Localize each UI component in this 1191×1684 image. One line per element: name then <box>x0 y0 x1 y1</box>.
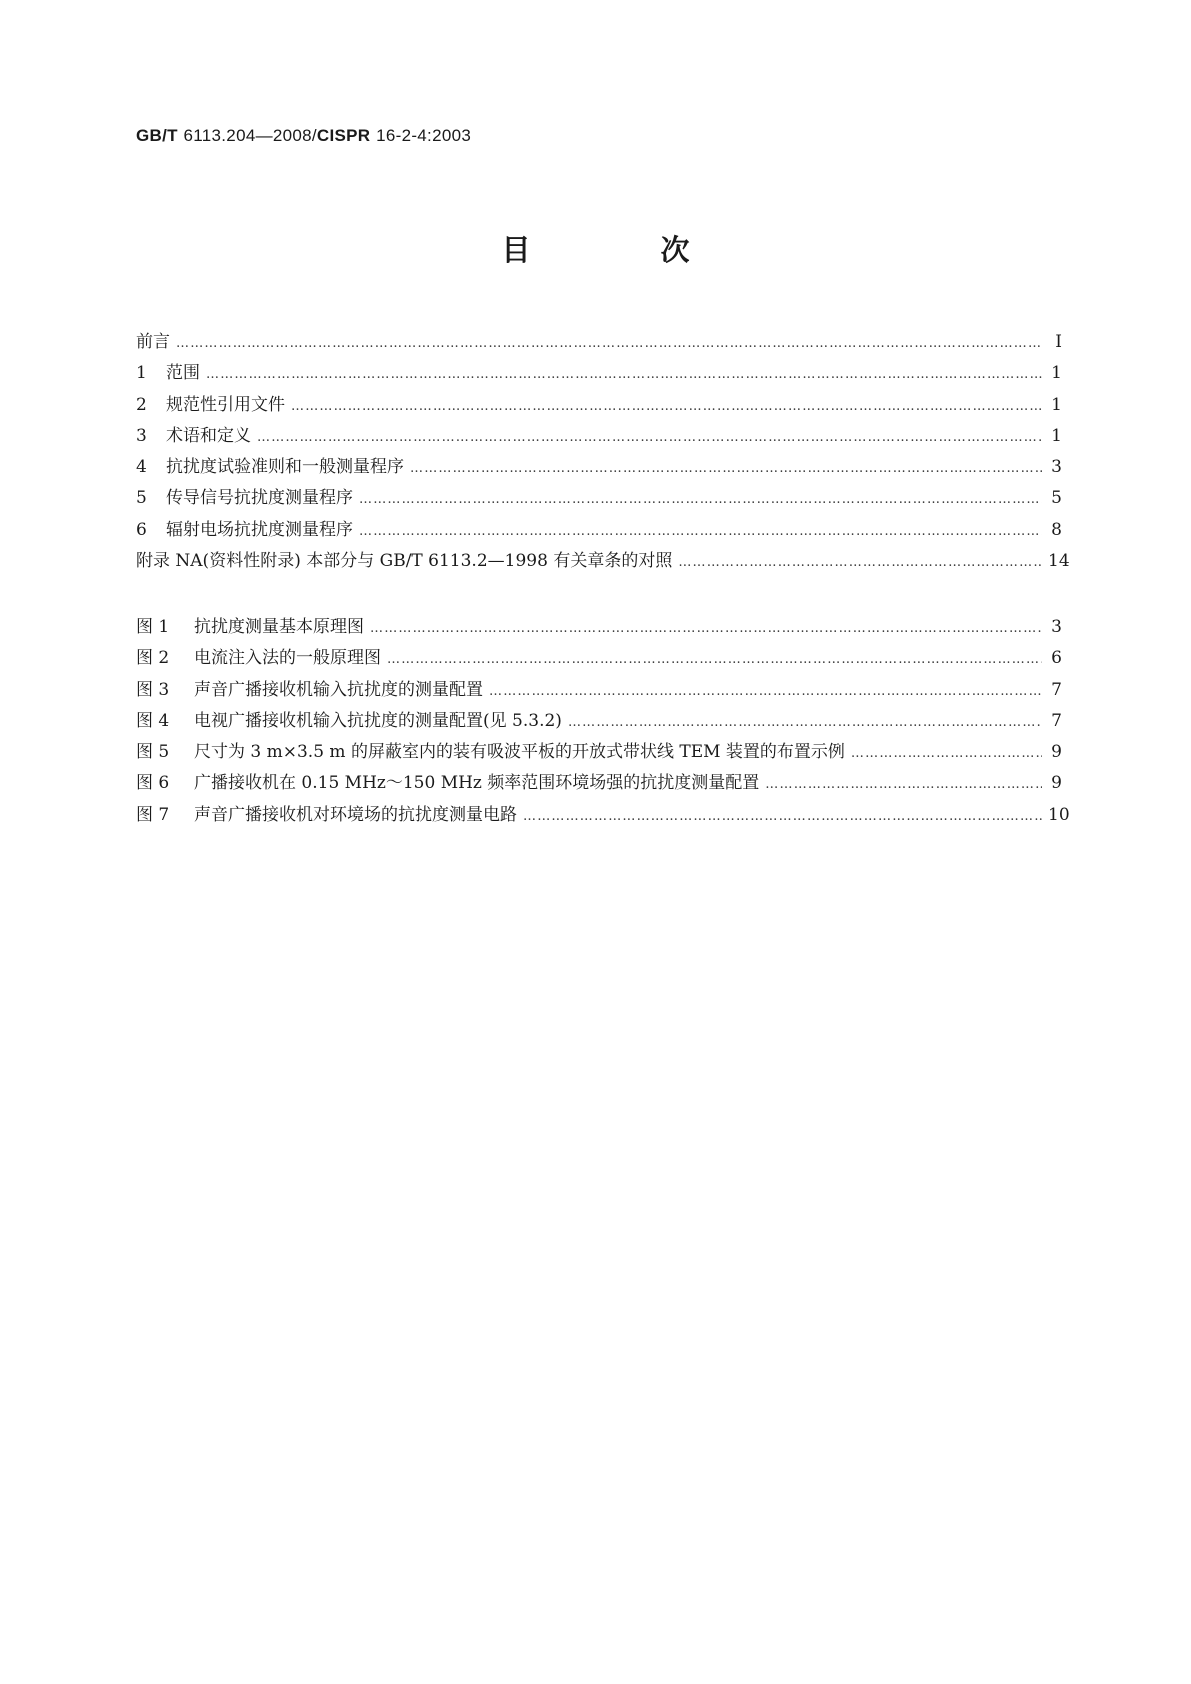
leader-dots <box>851 746 1042 761</box>
figure-entry[interactable] <box>136 800 1070 831</box>
toc-entry[interactable] <box>136 515 1062 546</box>
leader-dots <box>257 430 1042 445</box>
figure-entry[interactable] <box>136 612 1062 643</box>
figure-label: 电视广播接收机输入抗扰度的测量配置(见 5.3.2) <box>194 710 562 731</box>
figure-page: 7 <box>1051 679 1062 700</box>
toc-entry-page: 3 <box>1051 457 1062 478</box>
toc-entry-label: 规范性引用文件 <box>166 394 285 415</box>
figure-entry[interactable] <box>136 643 1062 674</box>
figure-entry[interactable] <box>136 675 1062 706</box>
figure-number: 图 1 <box>136 617 170 637</box>
toc-title: 目 次 <box>501 233 750 267</box>
toc-entry-number: 4 <box>136 457 147 478</box>
leader-dots <box>176 336 1042 351</box>
figure-label: 声音广播接收机输入抗扰度的测量配置 <box>194 679 483 700</box>
toc-entry-label: 传导信号抗扰度测量程序 <box>166 488 353 509</box>
toc-entry[interactable] <box>136 390 1062 421</box>
leader-dots <box>359 524 1042 539</box>
toc-entry-number: 1 <box>136 363 147 384</box>
toc-entry-page: 14 <box>1048 551 1070 572</box>
figure-number: 图 3 <box>136 679 170 700</box>
toc-entry-appendix[interactable] <box>136 546 1070 577</box>
figure-page: 6 <box>1051 648 1062 669</box>
toc-entry-number: 5 <box>136 488 147 509</box>
leader-dots <box>765 777 1042 792</box>
leader-dots <box>489 684 1042 699</box>
leader-dots <box>410 461 1042 476</box>
figure-entry[interactable] <box>136 768 1062 799</box>
toc-entry-number: 6 <box>136 519 147 540</box>
figure-page: 7 <box>1051 710 1062 731</box>
cispr-prefix: CISPR <box>316 126 371 145</box>
figure-page: 10 <box>1048 804 1070 825</box>
figure-entry[interactable] <box>136 706 1062 737</box>
toc-figures-list <box>136 612 1070 831</box>
toc-entry-label: 附录 NA(资料性附录) 本部分与 GB/T 6113.2—1998 有关章条的对照 <box>136 551 673 572</box>
toc-entry-number: 3 <box>136 425 147 446</box>
toc-entry-label: 术语和定义 <box>166 425 251 446</box>
toc-entry-page: 1 <box>1051 425 1062 446</box>
leader-dots <box>291 399 1042 414</box>
toc-entry-page: Ⅰ <box>1055 332 1062 352</box>
toc-entry-page: 1 <box>1051 363 1062 384</box>
leader-dots <box>387 652 1042 667</box>
figure-label: 尺寸为 3 m×3.5 m 的屏蔽室内的装有吸波平板的开放式带状线 TEM 装置的布置示例 <box>194 742 845 763</box>
toc-entry-number: 2 <box>136 394 147 415</box>
toc-entry-label: 前言 <box>136 332 170 352</box>
toc-entry-page: 8 <box>1051 519 1062 540</box>
leader-dots <box>206 367 1042 382</box>
figure-number: 图 4 <box>136 710 170 731</box>
toc-entry[interactable] <box>136 421 1062 452</box>
figure-page: 9 <box>1051 742 1062 763</box>
standard-number: 6113.204—2008/ <box>183 126 317 145</box>
figure-page: 3 <box>1051 617 1062 637</box>
figure-label: 抗扰度测量基本原理图 <box>194 617 364 637</box>
leader-dots <box>359 492 1042 507</box>
figure-label: 广播接收机在 0.15 MHz～150 MHz 频率范围环境场强的抗扰度测量配置 <box>194 773 760 794</box>
toc-entry-label: 抗扰度试验准则和一般测量程序 <box>166 457 404 478</box>
toc-entry[interactable] <box>136 327 1062 358</box>
figure-number: 图 7 <box>136 804 170 825</box>
standard-prefix: GB/T <box>136 126 178 145</box>
figure-page: 9 <box>1051 773 1062 794</box>
figure-label: 电流注入法的一般原理图 <box>194 648 381 669</box>
toc-entry[interactable] <box>136 452 1062 483</box>
toc-entry[interactable] <box>136 358 1062 389</box>
leader-dots <box>678 555 1042 570</box>
figure-number: 图 6 <box>136 773 170 794</box>
toc-entry[interactable] <box>136 483 1062 514</box>
toc-entry-label: 辐射电场抗扰度测量程序 <box>166 519 353 540</box>
figure-label: 声音广播接收机对环境场的抗扰度测量电路 <box>194 804 517 825</box>
toc-entry-page: 5 <box>1051 488 1062 509</box>
leader-dots <box>523 809 1042 824</box>
toc-entry-label: 范围 <box>166 363 200 384</box>
figure-number: 图 5 <box>136 742 170 763</box>
figure-entry[interactable] <box>136 737 1062 768</box>
toc-entry-page: 1 <box>1051 394 1062 415</box>
leader-dots <box>568 715 1042 730</box>
toc-sections-list <box>136 327 1070 577</box>
standard-code-header <box>136 126 471 146</box>
figure-number: 图 2 <box>136 648 170 669</box>
leader-dots <box>370 621 1042 636</box>
cispr-number: 16-2-4:2003 <box>376 126 472 145</box>
